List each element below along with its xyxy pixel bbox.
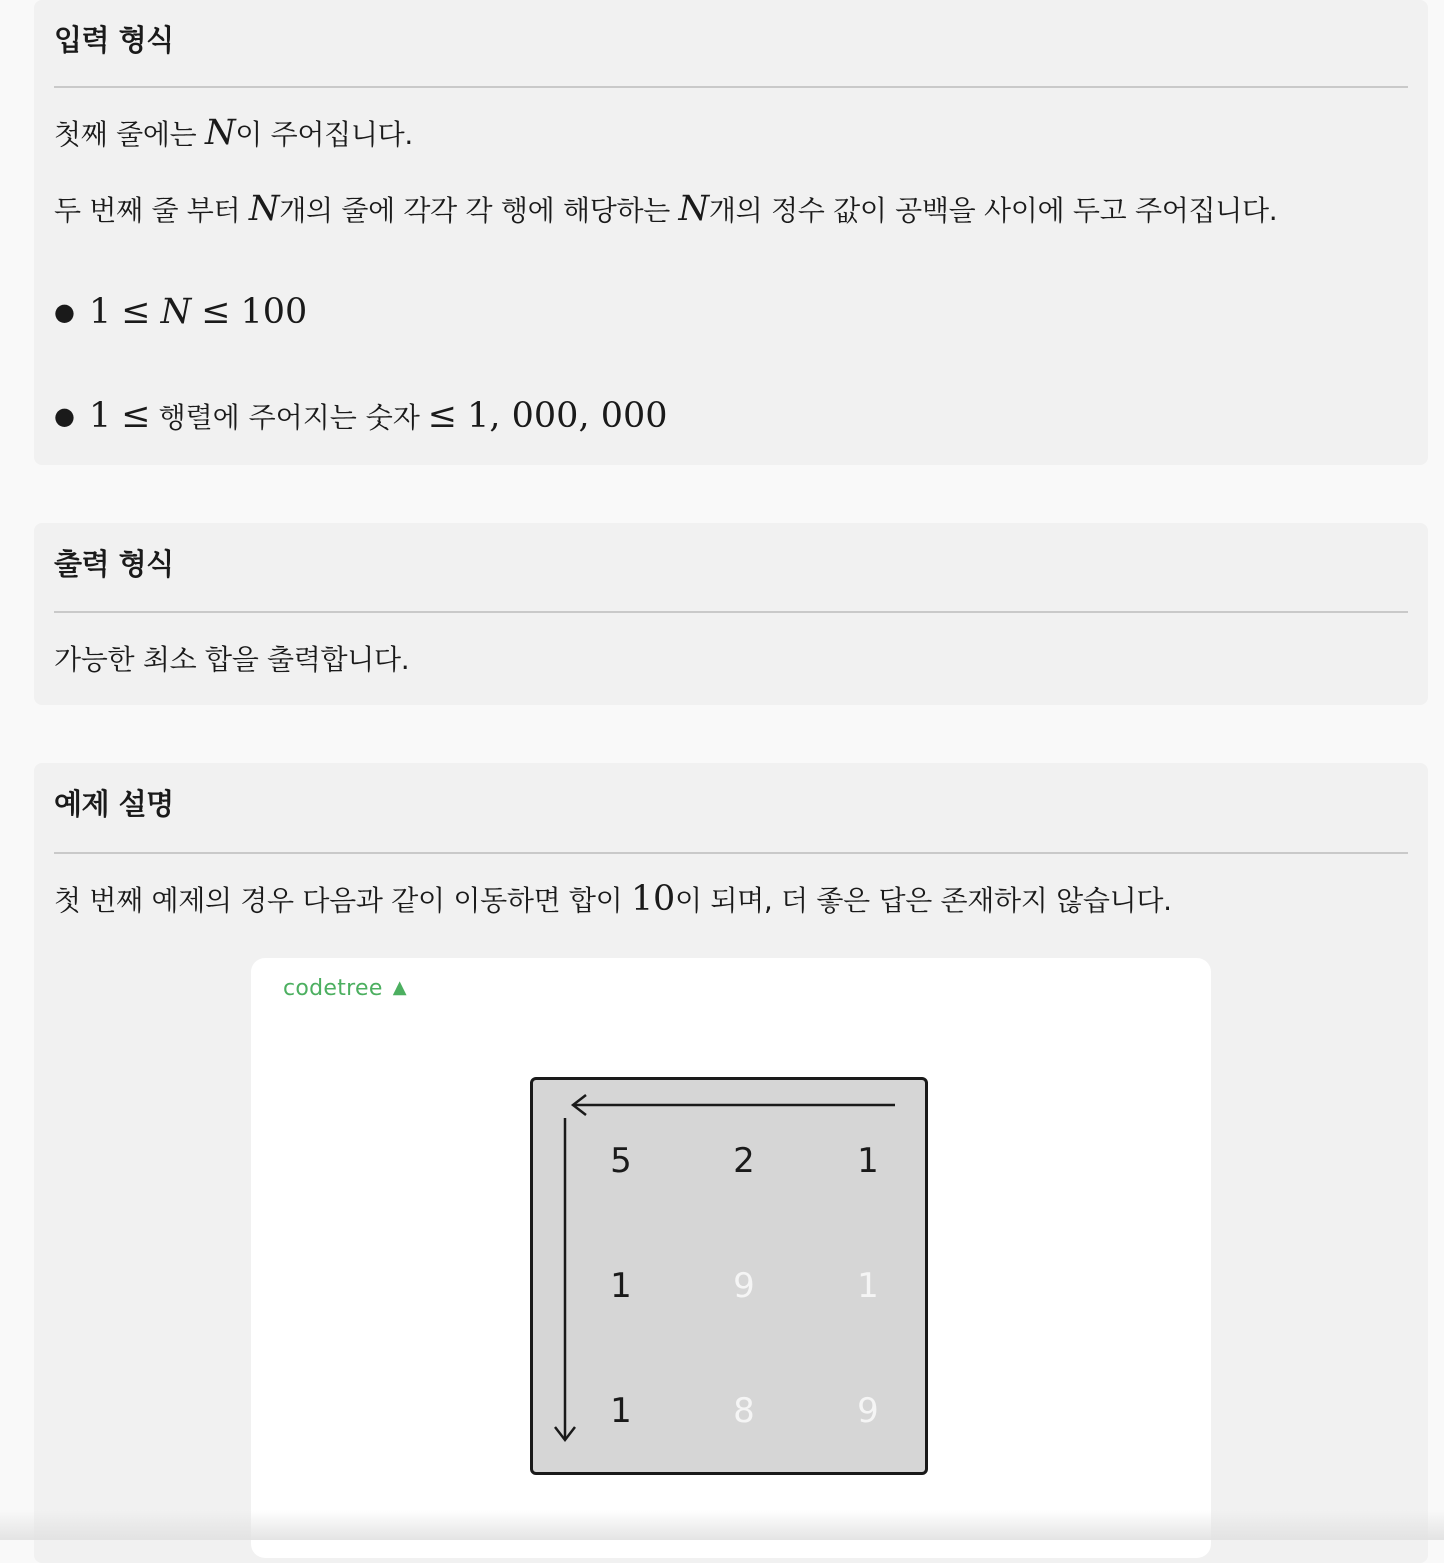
output-format-title: 출력 형식 <box>54 523 1408 613</box>
constraint-n <box>54 292 307 332</box>
codetree-logo <box>283 976 407 1001</box>
constraint-lhs: 1 <box>88 396 112 436</box>
input-format-title: 입력 형식 <box>54 0 1408 88</box>
grid-cell-1-2: 1 <box>857 1266 879 1306</box>
input-line-1 <box>54 115 413 153</box>
constraint-op: ≤ <box>201 292 231 332</box>
var-n: N <box>248 189 280 229</box>
bullet-dot: ● <box>54 402 75 430</box>
input-line-1-post: 이 주어집니다. <box>235 118 413 151</box>
constraint-lhs: 1 <box>88 292 112 332</box>
grid-cell-2-2: 9 <box>857 1391 879 1431</box>
example-title: 예제 설명 <box>54 763 1408 854</box>
constraint-op: ≤ <box>427 396 458 436</box>
example-figure <box>251 958 1211 1558</box>
triangle-icon: ▲ <box>392 977 407 998</box>
example-text <box>54 881 1172 919</box>
example-sum: 10 <box>631 879 675 919</box>
output-text: 가능한 최소 합을 출력합니다. <box>54 643 410 676</box>
output-format-section <box>34 523 1428 705</box>
input-line-1-pre: 첫째 줄에는 <box>54 118 205 151</box>
input-line-2 <box>54 191 1277 229</box>
grid-cell-2-1: 8 <box>733 1391 755 1431</box>
grid-board <box>530 1077 928 1475</box>
input-line-2-c: 개의 정수 값이 공백을 사이에 두고 주어집니다. <box>708 194 1278 227</box>
grid-cell-0-2: 1 <box>857 1141 879 1181</box>
constraint-var: N <box>160 292 192 332</box>
brand-text: codetree <box>283 976 383 1001</box>
bullet-dot: ● <box>54 298 75 326</box>
constraint-op: ≤ <box>121 396 151 436</box>
grid-cell-1-0: 1 <box>610 1266 632 1306</box>
constraint-rhs: 100 <box>240 292 308 332</box>
input-line-2-a: 두 번째 줄 부터 <box>54 194 249 227</box>
grid-cell-1-1: 9 <box>733 1266 755 1306</box>
example-text-post: 이 되며, 더 좋은 답은 존재하지 않습니다. <box>674 884 1172 917</box>
var-n: N <box>678 189 709 229</box>
grid-cell-2-0: 1 <box>610 1391 632 1431</box>
constraint-op: ≤ <box>121 292 151 332</box>
bottom-fade <box>0 1510 1444 1540</box>
constraint-values <box>54 396 668 436</box>
var-n: N <box>204 113 236 153</box>
constraint-text: 행렬에 주어지는 숫자 <box>158 401 420 434</box>
example-text-pre: 첫 번째 예제의 경우 다음과 같이 이동하면 합이 <box>54 884 632 917</box>
grid-cell-0-0: 5 <box>610 1141 632 1181</box>
constraint-rhs: 1, 000, 000 <box>467 396 668 436</box>
grid-cell-0-1: 2 <box>733 1141 755 1181</box>
input-line-2-b: 개의 줄에 각각 각 행에 해당하는 <box>279 194 679 227</box>
input-format-section <box>34 0 1428 465</box>
